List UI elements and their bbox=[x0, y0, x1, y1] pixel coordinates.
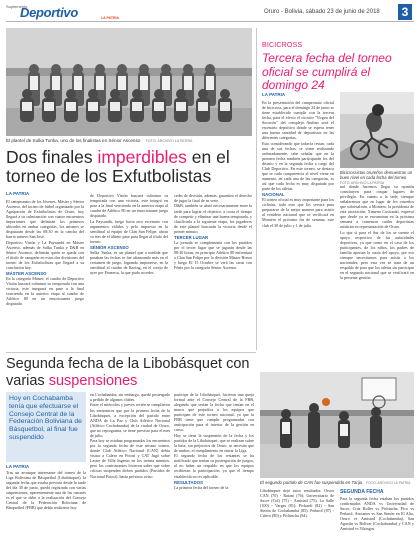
basketball-photo-credit: FOTO: ARCHIVO LA PATRIA bbox=[366, 481, 411, 485]
libobasquet-headline-accent: suspensiones bbox=[48, 372, 138, 389]
exfutbolistas-col-1 bbox=[6, 199, 84, 351]
libobasquet-col-3 bbox=[174, 392, 254, 542]
segunda-fecha-text-p1: Para la segunda fecha estaban los partidos confirmados ANDA vs Universidad de Sucre, Cruz Roller vs Pichincha, Pico vs Peñarol, Ancianos vs San Simón en El Alto, Oruro vs Amistad (Cochabamba), San Agustín vs Bolívar (Cochabamba) y CAN y Amistad vs Vikingos. bbox=[340, 496, 414, 532]
column-divider bbox=[256, 28, 257, 350]
bicicross-photo bbox=[340, 92, 414, 168]
page-number: 3 bbox=[398, 4, 412, 20]
exfutbolistas-col-3-p2: D&B, también se abrió necesariamente entre la tarde para lograr el objetivo, a costa el tiempo de competir y eliminar una buena temporada, y clasificarla a la siguiente etapa, los jugadores de este plantel buscarán la victoria desde el primer minuto. bbox=[174, 203, 252, 234]
page-header bbox=[6, 4, 414, 22]
team-photo-credit: FOTO: ARCHIVO LA PATRIA bbox=[145, 139, 193, 143]
libobasquet-col-3-p1: partícipe de la Libobásquet, hicieron una queja formal ante el Consejo Central de la FBB, alegando que serían la fecha que tenían en el marco que perjudica a los equipos que participan de este torneo nacional, ya que la FBB tiene que cumplir programadas con anticipación para el interior de la gestión en curso. bbox=[174, 392, 254, 433]
basketball-photo-caption-text: El segundo partido de CAN fue suspendido en Tarija bbox=[260, 480, 363, 485]
basketball-photo-caption bbox=[260, 480, 416, 485]
team-photo bbox=[6, 28, 252, 136]
bicicross-photo-credit: FOTO: ARCHIVO LA PATRIA bbox=[340, 181, 385, 185]
exfutbolistas-headline-accent: imperdibles bbox=[97, 147, 187, 167]
libobasquet-col-3-p2: Hoy se tiene la suspensión de la fecha y los partidos de la Libobásquet, que se realizan sobre la base, sin prejuicios de Oruro, se necesita que de ambos, el cumplimiento en entrar la Liga. bbox=[174, 432, 254, 453]
bicicross-col-1-p2: Esto considerando que todavía restan, cada una de sus fechas, se viene realizando ordenadamente, cabe señalar que en la primera fecha también participarán los del distrito y en la segunda fecha a cargo del Club Deportivo. En este torneo, se destaca que se cada competencia el nivel viene en aumento, en cada una de las categorías, es así que cada fecha es muy disputada por parte de los atletas. bbox=[262, 140, 334, 192]
bicicross-photo-caption-text: Bicicrossistas orureños demuestran un buen nivel en cada fecha del torneo bbox=[340, 170, 413, 180]
libobasquet-col-4-p1: Libobásquet dejó estos resultados: Oruro CAN (70) - Ratani (76); Universitario de Sucre (Col) (75) - Amistad (75); La Salle (100) - Vargas (81); Pichardi (82) - San Simón de Cochabamba (85), Peñarol (87) - Calero (80) y Pichincha (84). bbox=[260, 488, 334, 519]
exfutbolistas-col-2-p3: Sulka Tunka, es un plantel que a medida que pasaban las fechas se fue afianzando más en el certamen de juego, logrando imponerse, en la semifinal al cuadro de Racing, en el cotejo de ayer por Promesa, la que pudo acceder. bbox=[90, 249, 168, 276]
bicicross-byline: LA PATRIA bbox=[262, 92, 286, 97]
exfutbolistas-headline bbox=[6, 148, 254, 186]
team-photo-caption bbox=[6, 138, 256, 143]
libobasquet-col-2-p1: en Cochabamba, sin embargo, quedó postergado a pedido de algunos clubes. bbox=[90, 392, 170, 403]
exfutbolistas-col-2 bbox=[90, 193, 168, 351]
exfutbolistas-col-3 bbox=[174, 193, 252, 351]
segunda-fecha-title: SEGUNDA FECHA bbox=[340, 489, 384, 495]
exfutbolistas-col-3-subhead: TERCER LUGAR bbox=[174, 234, 209, 240]
basketball-photo bbox=[260, 372, 414, 478]
exfutbolistas-col-3-p1: ceder de división, además, garantiza el derecho de jugar la final de su serie. bbox=[174, 193, 252, 204]
bicicross-photo-image bbox=[340, 92, 414, 168]
exfutbolistas-col-2-subhead: SÉNIOR ASCENSO bbox=[90, 244, 129, 250]
team-photo-image bbox=[6, 28, 252, 136]
exfutbolistas-col-1-p1: El campeonato de los Jóvenes, Máster y Sénior Ascenso, del torneo de fútbol organizado por la Agrupación de Exfutbolistas de Oruro, hoy llegará a su culminación con cuatro encuentros importantes que definirán los primeros ubicados en ambas categorías, los mismos se disputarán desde las 08:30 en la cancha del barrio minero San José. bbox=[6, 199, 84, 240]
bicicross-col-1-p3: El torneo oficial es muy importante para los ciclistas, todo esto que los servirá para prepararse de la mejor manera para asistir al venidero nacional que se verificará en Montero el próximo fin de semana, este club el 30 de julio y 1 de julio. bbox=[262, 197, 334, 228]
libobasquet-col-1-p1: Tras un arranque interesante del torneo de la Liga Boliviana de Básquetbol (Libobásquet), la segunda fecha que estaba prevista desde la tarde del día 30 de junio, quedó registrada con varias suspensiones, aparentemente una de las razones es el que se debe a la realización del Consejo Central de la Federación Boliviana de Básquetbol (FBB) que debía realizarse hoy bbox=[6, 470, 86, 511]
segunda-fecha-text bbox=[340, 496, 414, 542]
bicicross-col-2-p2: Lo que sí para el Sur de los se cuente el apoyo respectivo de las autoridades deportivas, ya que como en el caso de los participantes, de los niños, los padres de familia aportan la cuota del apoyo, por eso siempre necesitamos para asistir a los nacionales, pero esta vez se trata de un respaldo de para que los atletas sin participar en el segundo nacional que se verificará en la presente gestión. bbox=[340, 229, 414, 281]
exfutbolistas-col-2-p2: La Paysandú, fuego hacia otro escenario con argumentos válidos y pelo impuesto en la semifinal al equipo de Clan San Felipe, ahora va tras de el último pase para llegar al título del torneo. bbox=[90, 218, 168, 244]
bicicross-kicker: BICICROSS bbox=[262, 42, 303, 49]
libobasquet-headline-pre: Segunda fecha de la Libobásquet con varias bbox=[6, 356, 250, 389]
libobasquet-col-4 bbox=[260, 488, 334, 542]
libobasquet-byline: LA PATRIA bbox=[6, 464, 30, 469]
header-brand-sub: LA PATRIA bbox=[101, 16, 120, 20]
libobasquet-headline bbox=[6, 356, 256, 389]
basketball-photo-image bbox=[260, 372, 414, 478]
libobasquet-col-3-subhead: RESULTADOS bbox=[174, 479, 203, 485]
bicicross-col-1 bbox=[262, 100, 334, 366]
bicicross-col-2-p1: nal donde hacemos llegar su opinión constituyen para ocupar lugares de privilegio. En cuanto a la sede, siempre señalaremos que en lugar de los orureños que sobresalirán, a Montero, la presidenta de esta asociación, Ximena Cusicanki, expresó que desde ya se encuentran en la próxima semana a comenzar cuáles deportistas asistirán en representación de Oruro. bbox=[340, 184, 414, 230]
header-super-label: Suplemento bbox=[6, 4, 28, 9]
exfutbolistas-col-3-p3: La jornada se complementa con los partidos por el tercer lugar que se jugarán desde las 08:30 horas, en principio Atlético 80 enfrentará a Clan San Felipe por la división Máster Honor y luego El 15 Octubre se verá las caras con Fénix por la categoría Sénior Ascenso. bbox=[174, 239, 252, 271]
libobasquet-quote: Hoy en Cochabamba tenía que efectuarse el Consejo Central de la Federación Boliviana de Básquetbol, al final fue suspendido bbox=[9, 395, 82, 441]
libobasquet-col-1 bbox=[6, 470, 86, 542]
bicicross-col-2 bbox=[340, 184, 414, 366]
exfutbolistas-headline-pre: Dos finales bbox=[6, 147, 98, 167]
exfutbolistas-col-1-p2: Deportivo Visión y La Paysandú en Máster Ascenso, además de Sulka Tunka y D&B en Sénior Ascenso, definirán quién se queda con el título de campeón en estas dos divisiones del torneo de los Exfutbolistas que llegará a su conclusión hoy. bbox=[6, 239, 84, 270]
exfutbolistas-col-2-p1: de Deportivo Visión buscará culminar su temporada con una victoria, este integró en pase a la final venciendo en la anterior etapa al cuadro de Atlético 80 en un emocionante juego disputado. bbox=[90, 193, 168, 219]
exfutbolistas-col-1-subhead: MÁSTER ASCENSO bbox=[6, 271, 47, 277]
bicicross-col-1-p1: En la presentación del campeonato oficial de bicicross, para el domingo 24 de junio se tiene establecido cumplir con la tercera fecha, para el efecto el circuito "Virgen del Socavón" del complejo Andino será el escenario deportivo donde se espera tener una buena cantidad de deportistas en las diferentes categorías. bbox=[262, 100, 334, 141]
section-divider bbox=[6, 352, 256, 353]
libobasquet-col-2 bbox=[90, 392, 170, 542]
libobasquet-col-2-p3: Para hoy se estaban programados los encuentros por la segunda fecha de este mismo torneo, donde Club Atlético Nacional (CAN) debía visitar a Calero en Potosí y CAT Jugó sobre Lastre de Villa Ingenio en los treinta minutos, pero los contrincantes hicieron saber que sobre críticas suspenden dichos partidos (Partidos de Nacional Potosí), hasta próximo aviso. bbox=[90, 438, 170, 479]
libobasquet-col-3-p3: El segundo fecha de los restantes se ha notificado que tenían su postergación de juegos, al no haber un respaldo en que los equipos recibieran la participación, ya que el tiempo establecido no es aplicable. bbox=[174, 453, 254, 479]
bicicross-headline: Tercera fecha del torneo oficial se cumplirá el domingo 24 bbox=[262, 51, 392, 92]
exfutbolistas-headline-post: en el torneo de los Exfutbolistas bbox=[6, 147, 230, 186]
exfutbolistas-col-1-p3: En la categoría Máster, el cuadro de Deportivo Visión buscará culminar su temporada con una victoria, este integrará en pase a la final venciendo en la anterior etapa al cuadro de Atlético 80 en un emocionante juego disputado. bbox=[6, 276, 84, 307]
header-brand: Deportivo bbox=[20, 5, 78, 20]
exfutbolistas-byline: LA PATRIA bbox=[6, 191, 30, 196]
bicicross-col-1-subhead: NACIONAL bbox=[262, 192, 285, 198]
libobasquet-col-3-p4: La primera fecha del torneo de la bbox=[174, 484, 229, 490]
header-date-line: Oruro - Bolivia, sábado 23 de junio de 2018 bbox=[264, 9, 380, 15]
team-photo-caption-text: El plantel de Sulka Tunka, uno de los finalistas en Sénior Ascenso bbox=[6, 138, 141, 143]
libobasquet-col-2-p2: Entre el miércoles y jueves recién se cumplieron los encuentros que por la primera fecha de la Libobásquet, a excepción del partido entre ANDA de La Paz y Club Atlético Nacional (Atlético Cochabamba) de la ciudad de Oruro, que no reprograma, se tiene previsto para el mes de julio. bbox=[90, 402, 170, 438]
